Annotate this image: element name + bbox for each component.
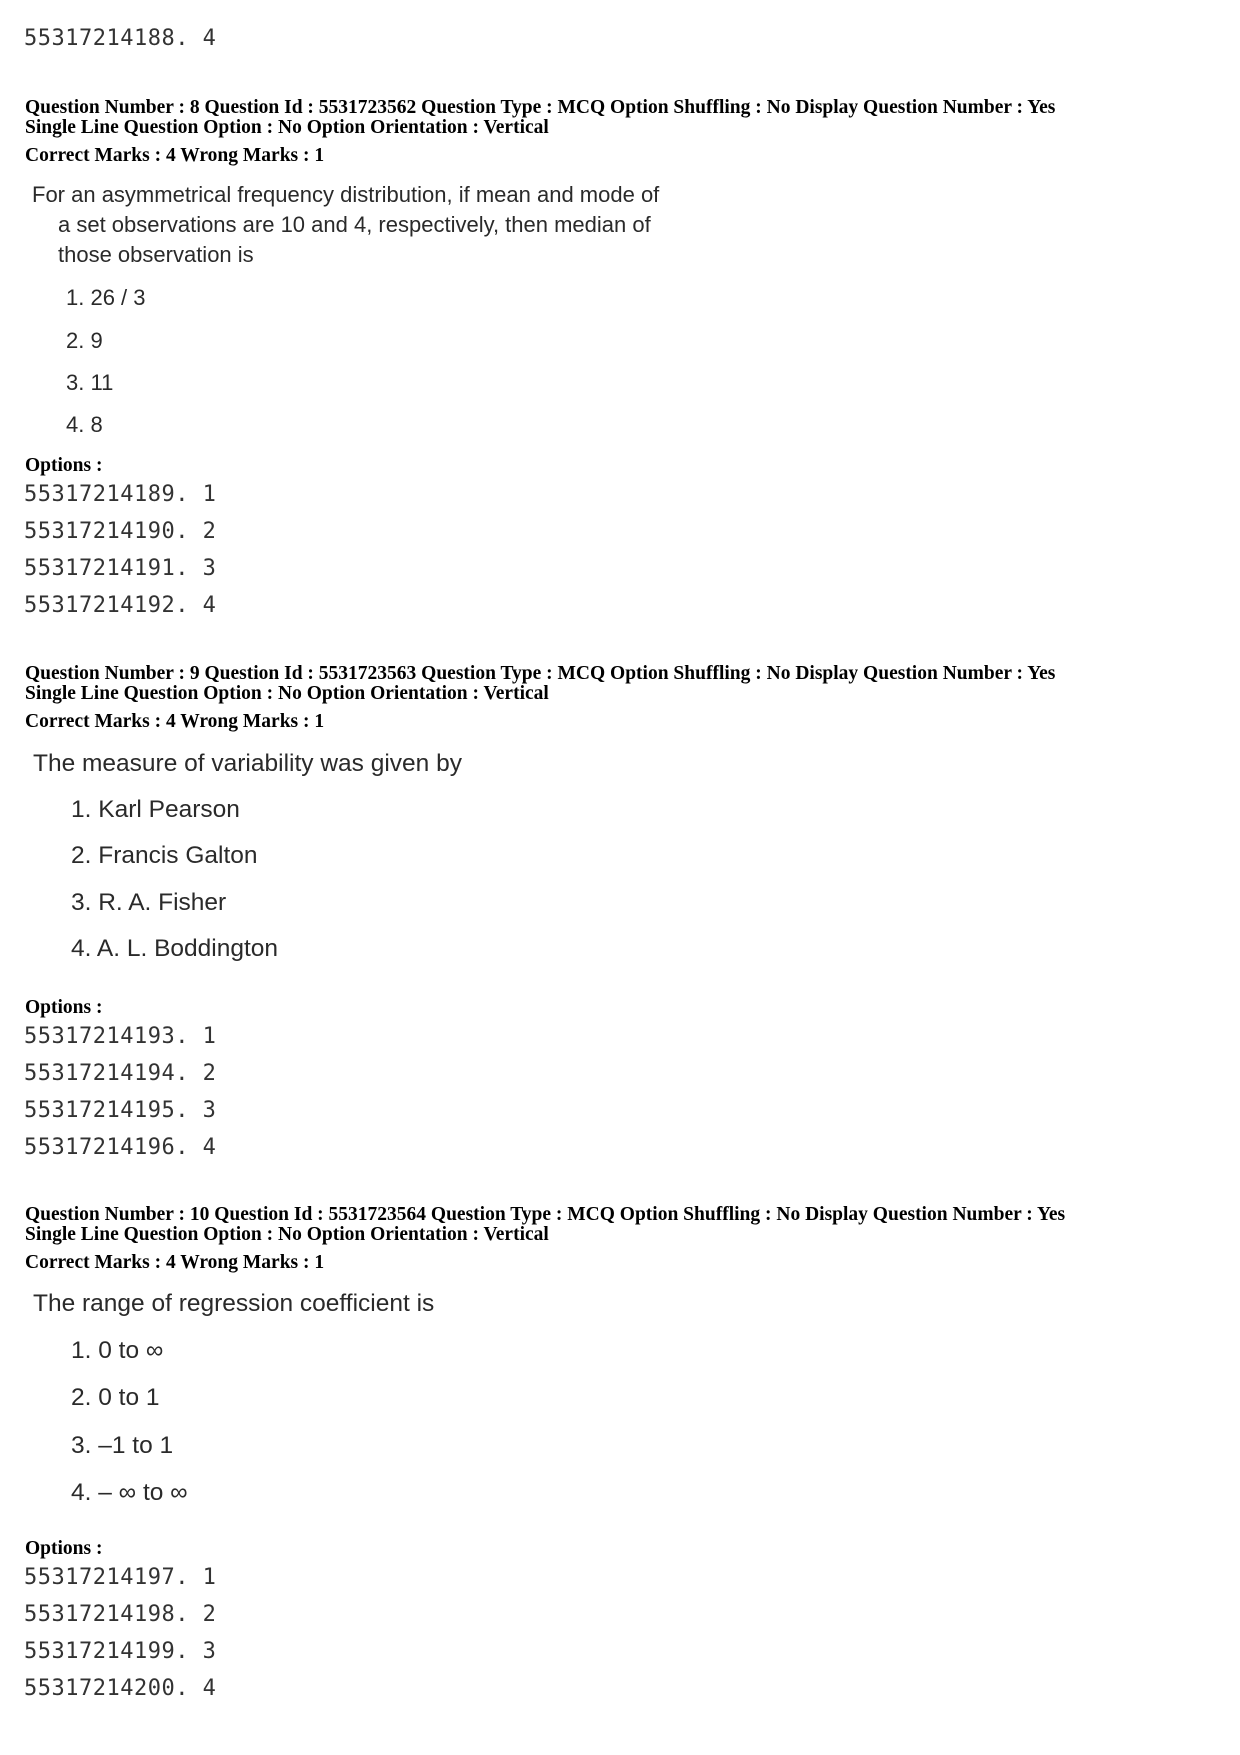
question-text-line: a set observations are 10 and 4, respectively, then median of <box>58 212 651 237</box>
question-meta-line2: Single Line Question Option : No Option Orientation : Vertical <box>25 1224 549 1245</box>
choice-1: 1. Karl Pearson <box>71 796 240 823</box>
option-id: 55317214192. 4 <box>24 593 217 618</box>
option-id: 55317214195. 3 <box>24 1098 217 1123</box>
question-text <box>32 180 659 270</box>
option-id: 55317214200. 4 <box>24 1676 217 1701</box>
question-meta-line2: Single Line Question Option : No Option Orientation : Vertical <box>25 117 549 138</box>
option-id: 55317214188. 4 <box>24 26 217 51</box>
option-id: 55317214196. 4 <box>24 1135 217 1160</box>
option-id: 55317214197. 1 <box>24 1565 217 1590</box>
option-id: 55317214190. 2 <box>24 519 217 544</box>
option-id: 55317214189. 1 <box>24 482 217 507</box>
choice-3: 3. R. A. Fisher <box>71 889 227 916</box>
choice-1: 1. 26 / 3 <box>66 285 146 310</box>
options-label: Options : <box>25 997 103 1018</box>
question-marks: Correct Marks : 4 Wrong Marks : 1 <box>25 711 325 732</box>
question-marks: Correct Marks : 4 Wrong Marks : 1 <box>25 145 325 166</box>
option-id: 55317214198. 2 <box>24 1602 217 1627</box>
question-meta-line1: Question Number : 9 Question Id : 5531723563 Question Type : MCQ Option Shuffling : No Display Question Number : Yes <box>25 663 1056 684</box>
choice-2: 2. Francis Galton <box>71 842 258 869</box>
choice-4: 4. 8 <box>66 412 103 437</box>
question-text-line: those observation is <box>58 242 254 267</box>
question-meta-line1: Question Number : 8 Question Id : 5531723562 Question Type : MCQ Option Shuffling : No Display Question Number : Yes <box>25 97 1056 118</box>
question-meta-line1: Question Number : 10 Question Id : 5531723564 Question Type : MCQ Option Shuffling : No Display Question Number : Yes <box>25 1204 1066 1225</box>
choice-4: 4. A. L. Boddington <box>71 935 279 962</box>
options-label: Options : <box>25 455 103 476</box>
choice-4: 4. – ∞ to ∞ <box>71 1479 188 1506</box>
question-meta-line2: Single Line Question Option : No Option Orientation : Vertical <box>25 683 549 704</box>
question-text: The range of regression coefficient is <box>33 1290 435 1317</box>
choice-2: 2. 9 <box>66 328 103 353</box>
choice-3: 3. –1 to 1 <box>71 1432 174 1459</box>
option-id: 55317214193. 1 <box>24 1024 217 1049</box>
choice-2: 2. 0 to 1 <box>71 1384 160 1411</box>
question-marks: Correct Marks : 4 Wrong Marks : 1 <box>25 1252 325 1273</box>
option-id: 55317214191. 3 <box>24 556 217 581</box>
question-text-line: For an asymmetrical frequency distribution, if mean and mode of <box>32 182 660 207</box>
question-text: The measure of variability was given by <box>33 750 462 777</box>
options-label: Options : <box>25 1538 103 1559</box>
option-id: 55317214199. 3 <box>24 1639 217 1664</box>
choice-1: 1. 0 to ∞ <box>71 1337 164 1364</box>
option-id: 55317214194. 2 <box>24 1061 217 1086</box>
choice-3: 3. 11 <box>66 370 114 395</box>
